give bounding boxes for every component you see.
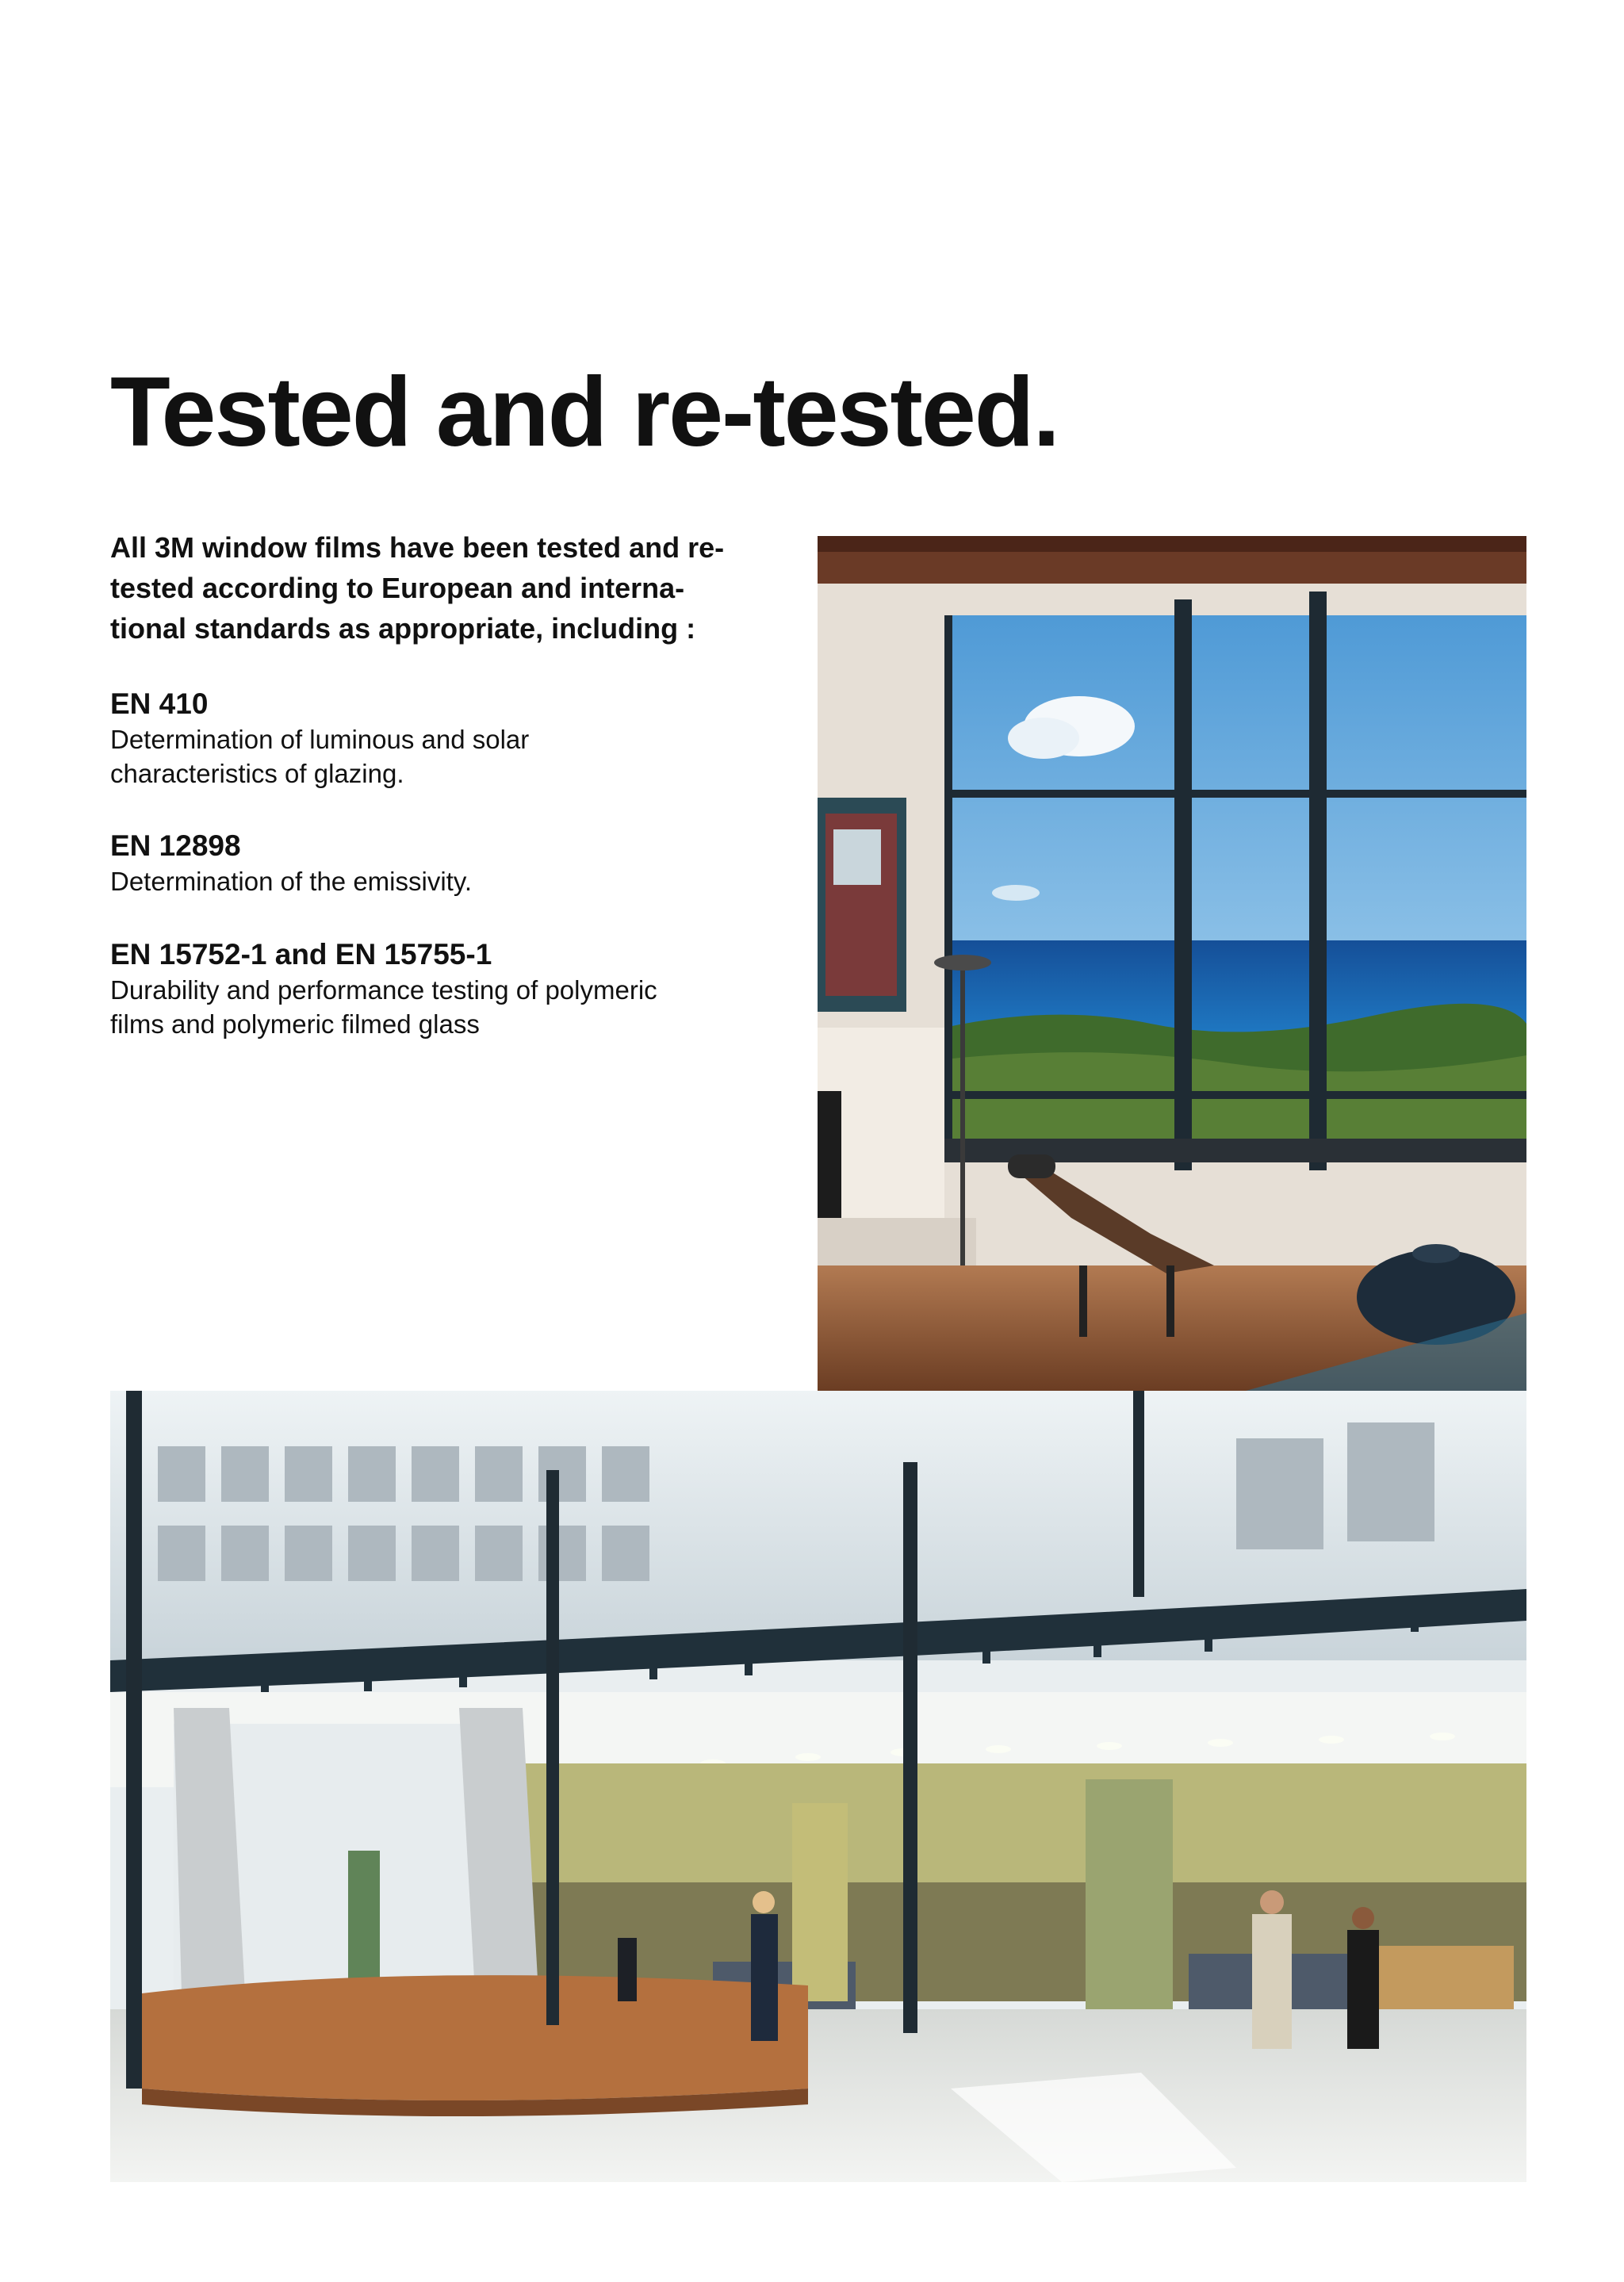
sea-view-room-photo: [818, 536, 1526, 1391]
standard-code: EN 12898: [110, 829, 241, 862]
standard-code: EN 410: [110, 687, 209, 720]
standard-description: Determination of the emissivity.: [110, 867, 473, 896]
page-title: Tested and re-tested.: [110, 358, 1059, 467]
standard-en-15752-15755: [110, 936, 760, 1041]
standard-description: Durability and performance testing of polymeric films and polymeric filmed glass: [110, 975, 657, 1039]
sea-view-room-illustration: [818, 536, 1526, 1391]
intro-paragraph: All 3M window films have been tested and re-tested according to European and interna-tional standards as appropriate, including :: [110, 531, 725, 645]
atrium-lobby-illustration: [110, 1391, 1526, 2182]
standard-en-410: [110, 686, 760, 791]
atrium-lobby-photo: [110, 1391, 1526, 2182]
standard-description: Determination of luminous and solar characteristics of glazing.: [110, 725, 530, 788]
standard-en-12898: [110, 828, 760, 898]
standard-code: EN 15752-1 and EN 15755-1: [110, 938, 492, 971]
